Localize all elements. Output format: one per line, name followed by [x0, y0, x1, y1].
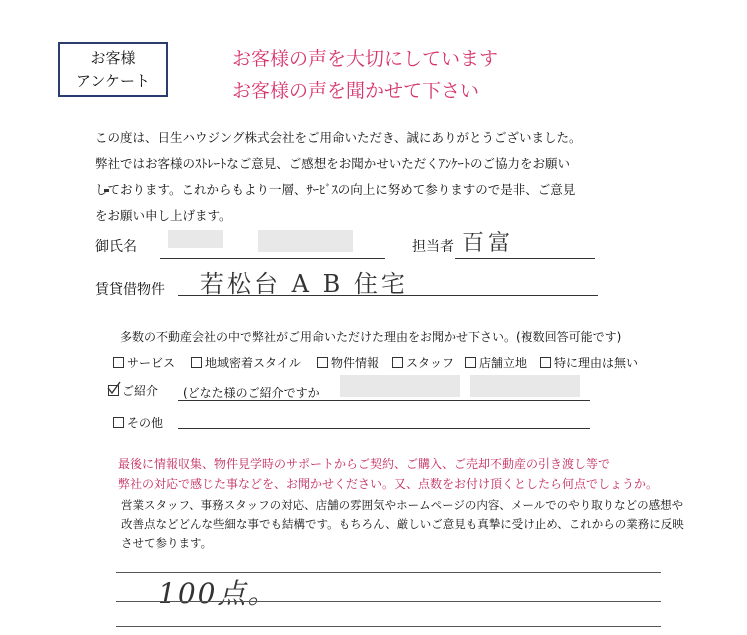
answer-text: 100点。: [158, 577, 278, 610]
checkbox-icon[interactable]: [317, 357, 328, 368]
option-label: 特に理由は無い: [554, 356, 639, 370]
checkbox-icon[interactable]: [465, 357, 476, 368]
checked-checkbox-icon[interactable]: [108, 385, 119, 396]
intro-line2: 弊社ではお客様のｽﾄﾚｰﾄなご意見、ご感想をお聞かせいただくｱﾝｹｰﾄのご協力をお願い: [95, 156, 571, 171]
answer-line-2: [116, 601, 661, 602]
intro-line4: をお願い申し上げます。: [95, 208, 232, 223]
option-label: 店舗立地: [479, 356, 528, 370]
option-location[interactable]: [465, 354, 527, 371]
option-label: サービス: [127, 356, 176, 370]
option-property-info[interactable]: [317, 354, 379, 371]
checkbox-icon[interactable]: [392, 357, 403, 368]
checkbox-icon[interactable]: [191, 357, 202, 368]
badge-line2: アンケート: [75, 72, 151, 90]
badge-line1: お客様: [90, 49, 136, 67]
option-referral[interactable]: [108, 382, 158, 399]
option-other[interactable]: [113, 414, 163, 431]
answer-line-3: [116, 626, 661, 627]
question2-line2: 弊社の対応で感じた事などを、お聞かせください。又、点数をお付け頂くとしたら何点でしょうか。: [118, 477, 659, 491]
question2-line5: させて参ります。: [121, 536, 213, 550]
other-label: その他: [127, 416, 164, 430]
staff-underline: [455, 258, 595, 259]
headline-2: お客様の声を聞かせて下さい: [232, 80, 480, 102]
question1-text: 多数の不動産会社の中で弊社がご用命いただけた理由をお聞かせ下さい。(複数回答可能です): [120, 330, 622, 344]
staff-value: 百富: [462, 231, 515, 256]
question2-line4: 改善点などどんな些細な事でも結構です。もちろん、厳しいご意見も真摯に受け止め、これからの業務に反映: [121, 517, 684, 531]
name-underline: [160, 258, 385, 259]
property-underline: [178, 295, 598, 296]
redacted-name-2: [258, 230, 353, 252]
redacted-referral-2: [470, 375, 580, 397]
option-label: スタッフ: [406, 356, 455, 370]
name-label: 御氏名: [95, 239, 137, 255]
intro-line1: この度は、日生ハウジング株式会社をご用命いただき、誠にありがとうございました。: [95, 130, 582, 145]
intro-line3: しております。これからもより一層、ｻｰﾋﾞｽの向上に努めて参りますので是非、ご意見: [95, 182, 576, 197]
redacted-referral-1: [340, 375, 460, 397]
option-staff[interactable]: [392, 354, 454, 371]
referral-underline: [178, 400, 590, 401]
option-local[interactable]: [191, 354, 301, 371]
option-label: 地域密着スタイル: [205, 356, 301, 370]
question2-line3: 営業スタッフ、事務スタッフの対応、店舗の雰囲気やホームページの内容、メールでのやり取りなどの感想や: [121, 498, 684, 512]
checkmark-icon: [107, 381, 121, 395]
survey-badge: [58, 42, 168, 97]
option-service[interactable]: [113, 354, 175, 371]
referral-label: ご紹介: [122, 384, 159, 398]
option-label: 物件情報: [331, 356, 380, 370]
option-no-reason[interactable]: [540, 354, 638, 371]
staff-label: 担当者: [412, 239, 454, 255]
checkbox-icon[interactable]: [113, 357, 124, 368]
checkbox-icon[interactable]: [113, 417, 124, 428]
referral-prompt: (どなた様のご紹介ですか: [183, 386, 320, 400]
headline-1: お客様の声を大切にしています: [232, 48, 499, 70]
property-value: 若松台 A B 住宅: [200, 270, 408, 298]
checkbox-icon[interactable]: [540, 357, 551, 368]
property-label: 賃貸借物件: [95, 282, 165, 298]
question2-line1: 最後に情報収集、物件見学時のサポートからご契約、ご購入、ご売却不動産の引き渡し等で: [118, 457, 611, 471]
other-underline: [178, 428, 590, 429]
redacted-name-1: [168, 230, 223, 248]
